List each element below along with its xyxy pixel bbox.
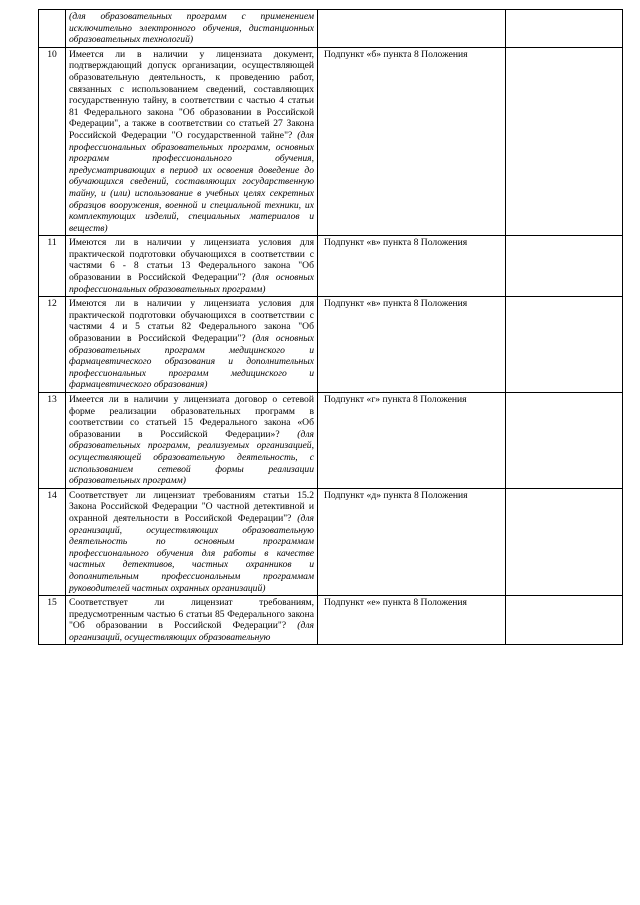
table-row <box>39 596 623 645</box>
answer-cell <box>506 236 623 297</box>
question-cell <box>66 236 318 297</box>
answer-cell <box>506 297 623 393</box>
answer-cell <box>506 393 623 489</box>
row-number: 10 <box>39 47 66 236</box>
row-number: 12 <box>39 297 66 393</box>
question-text: Имеется ли в наличии у лицензиата документ, подтверждающий допуск организации, осуществляющей образовательную деятельность, к проведению работ, связанных с использованием сведений, составляющих государственную тайну, в соответствии с частью 4 статьи 81 Федерального закона "Об образовании в Российской Федерации", а также в соответствии со статьей 27 Закона Российской Федерации "О государственной тайне"? <box>69 48 314 141</box>
question-note: (для профессиональных образовательных программ, основных программ профессионального обучения, предусматривающих в период их освоения доведение до обучающихся сведений, составляющих государственную тайну, и (или) использование в учебных целях секретных образцов вооружения, военной и специальной техники, их комплектующих изделий, специальных материалов и веществ) <box>69 129 314 234</box>
question-cell <box>66 596 318 645</box>
question-text: Соответствует ли лицензиат требованиям, предусмотренным частью 6 статьи 85 Федерального закона "Об образовании в Российской Федерации"? <box>69 597 314 632</box>
regulation-reference: Подпункт «в» пункта 8 Положения <box>318 297 506 393</box>
table-row <box>39 488 623 595</box>
regulation-reference: Подпункт «е» пункта 8 Положения <box>318 596 506 645</box>
question-cell <box>66 393 318 489</box>
question-note: (для образовательных программ, реализуемых организацией, осуществляющей образовательную деятельность, с использованием сетевой формы реализации образовательных программ) <box>69 428 314 487</box>
row-number: 14 <box>39 488 66 595</box>
regulation-reference: Подпункт «д» пункта 8 Положения <box>318 488 506 595</box>
question-text: Имеется ли в наличии у лицензиата договор о сетевой форме реализации образовательных программ в соответствии со статьей 15 Федерального закона «Об образовании в Российской Федерации»? <box>69 394 314 440</box>
row-number: 15 <box>39 596 66 645</box>
question-note: (для основных профессиональных образовательных программ) <box>69 272 314 295</box>
row-number <box>39 10 66 48</box>
question-note: (для организаций, осуществляющих образовательную <box>69 620 314 643</box>
table-row <box>39 236 623 297</box>
checklist-table <box>38 9 623 645</box>
question-cell <box>66 488 318 595</box>
question-text: Имеются ли в наличии у лицензиата условия для практической подготовки обучающихся в соответствии с частями 4 и 5 статьи 82 Федерального закона "Об образовании в Российской Федерации"? <box>69 298 314 345</box>
question-cell <box>66 297 318 393</box>
question-note: (для образовательных программ с применением исключительно электронного обучения, дистанционных образовательных технологий) <box>69 11 314 46</box>
table-row <box>39 10 623 48</box>
answer-cell <box>506 488 623 595</box>
row-number: 11 <box>39 236 66 297</box>
regulation-reference: Подпункт «в» пункта 8 Положения <box>318 236 506 297</box>
regulation-reference <box>318 10 506 48</box>
question-cell <box>66 10 318 48</box>
question-text: Соответствует ли лицензиат требованиям статьи 15.2 Закона Российской Федерации "О частной детективной и охранной деятельности в Российской Федерации"? <box>69 489 314 524</box>
row-number: 13 <box>39 393 66 489</box>
question-text: Имеются ли в наличии у лицензиата условия для практической подготовки обучающихся в соответствии с частями 6 - 8 статьи 13 Федерального закона "Об образовании в Российской Федерации"? <box>69 237 314 284</box>
table-row <box>39 393 623 489</box>
question-cell <box>66 47 318 236</box>
table-row <box>39 297 623 393</box>
regulation-reference: Подпункт «б» пункта 8 Положения <box>318 47 506 236</box>
answer-cell <box>506 596 623 645</box>
table-row <box>39 47 623 236</box>
question-note: (для основных образовательных программ медицинского и фармацевтического образования и дополнительных профессиональных программ медицинского и фармацевтического образования) <box>69 333 314 391</box>
regulation-reference: Подпункт «г» пункта 8 Положения <box>318 393 506 489</box>
answer-cell <box>506 47 623 236</box>
answer-cell <box>506 10 623 48</box>
question-note: (для организаций, осуществляющих образовательную деятельность по основным программам профессионального обучения для работы в качестве частных детективов, частных охранников и дополнительным профессиональным программам руководителей частных охранных организаций) <box>69 512 314 594</box>
